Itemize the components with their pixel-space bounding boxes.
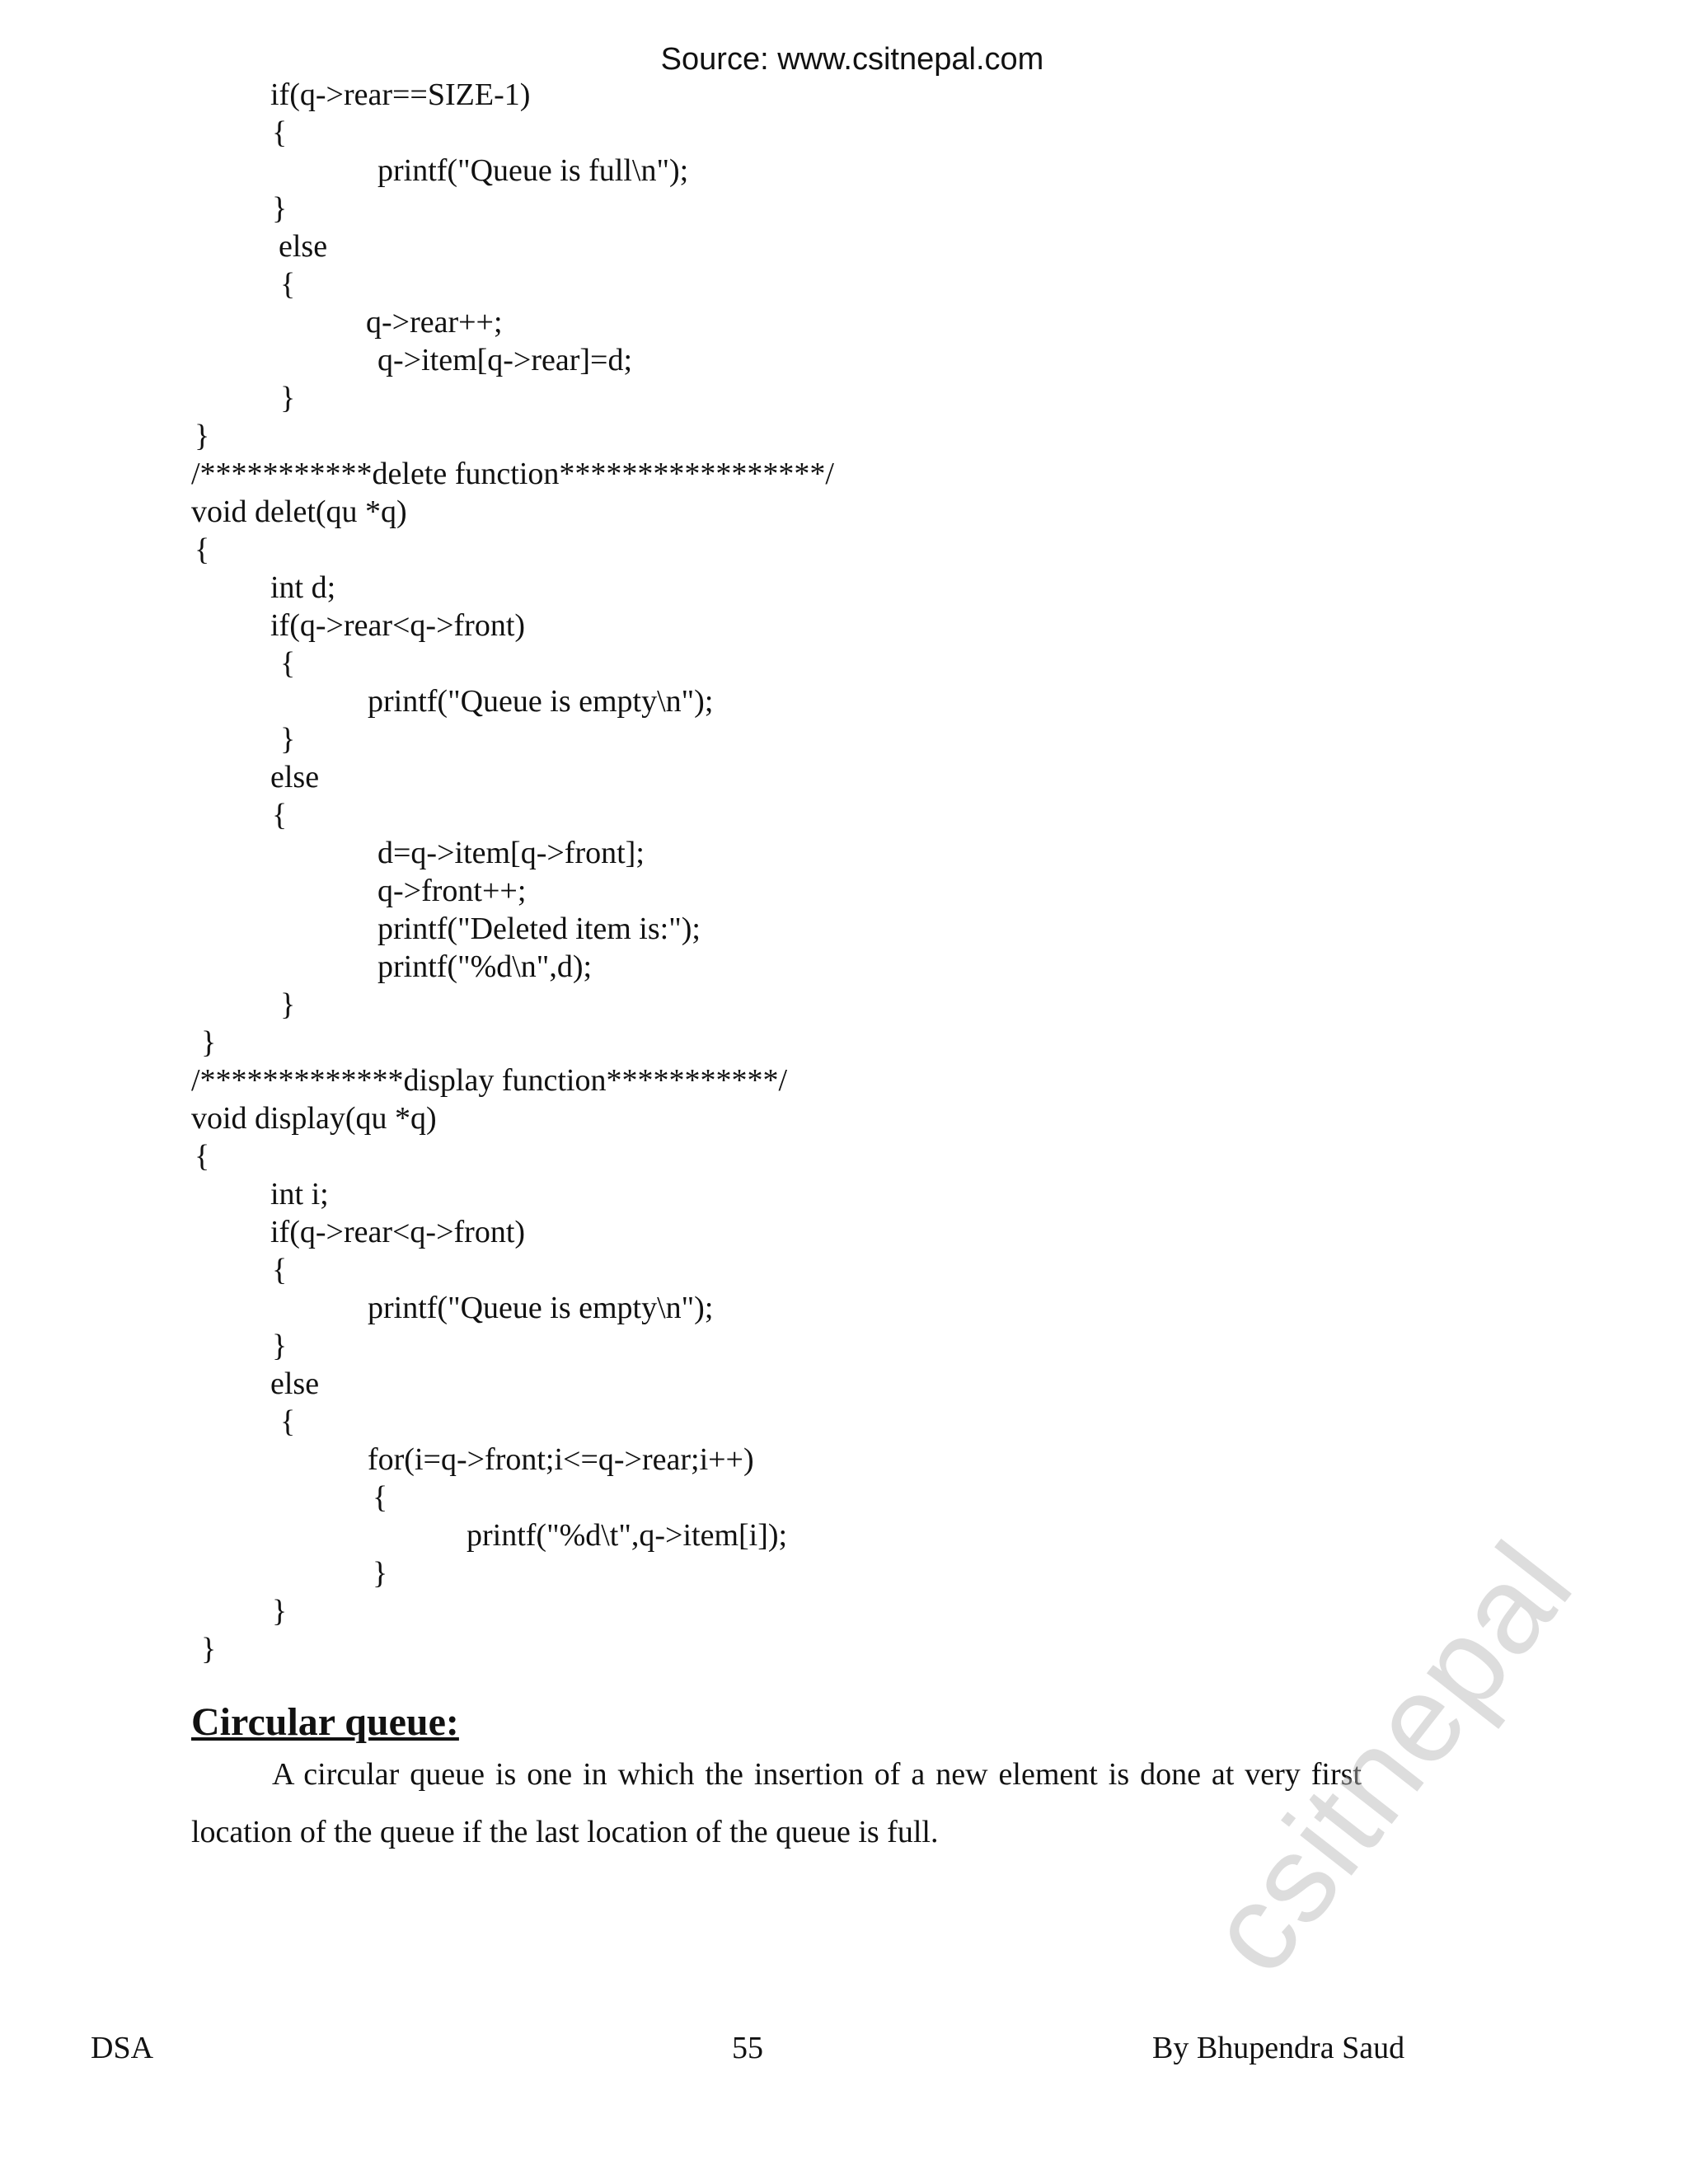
code-line: printf("Queue is empty\n");	[368, 684, 714, 719]
page-number: 55	[732, 2031, 763, 2065]
code-line: q->item[q->rear]=d;	[377, 343, 633, 377]
body-paragraph: A circular queue is one in which the insertion of a new element is done at very first location of the queue if the last location of the queue is full.	[191, 1757, 1362, 1849]
code-line: if(q->rear<q->front)	[270, 608, 526, 643]
code-line: {	[272, 115, 288, 150]
code-line: else	[270, 1366, 320, 1401]
code-line: }	[201, 1632, 217, 1666]
code-line: }	[280, 381, 296, 415]
code-line: {	[280, 646, 296, 681]
footer-course: DSA	[91, 2031, 154, 2065]
code-line: }	[373, 1556, 388, 1591]
code-line: {	[373, 1480, 388, 1515]
code-line: d=q->item[q->front];	[377, 836, 645, 870]
code-line: }	[195, 419, 210, 453]
section-heading: Circular queue:	[191, 1700, 459, 1744]
code-line: {	[272, 1253, 288, 1287]
code-line: int d;	[270, 570, 336, 605]
code-line: printf("Queue is full\n");	[377, 153, 689, 188]
code-line: int i;	[270, 1177, 329, 1212]
code-line: void delet(qu *q)	[191, 494, 407, 529]
code-line: {	[280, 1404, 296, 1439]
code-line: else	[279, 229, 328, 264]
code-line: }	[280, 987, 296, 1022]
code-line: printf("%d\t",q->item[i]);	[467, 1518, 788, 1553]
code-line: printf("Queue is empty\n");	[368, 1291, 714, 1325]
code-line: }	[272, 1594, 288, 1629]
source-header: Source: www.csitnepal.com	[660, 42, 1044, 77]
code-line: {	[280, 267, 296, 302]
code-line: printf("Deleted item is:");	[377, 912, 701, 946]
code-line: q->rear++;	[366, 305, 503, 340]
code-line: }	[201, 1025, 217, 1060]
code-line: {	[195, 532, 210, 567]
code-line: {	[195, 1139, 210, 1174]
code-line: printf("%d\n",d);	[377, 949, 593, 984]
code-line: }	[272, 1329, 288, 1363]
code-line: {	[272, 798, 288, 832]
code-line: q->front++;	[377, 874, 527, 908]
code-line: /***********delete function*****************/	[191, 457, 834, 491]
code-line: if(q->rear<q->front)	[270, 1215, 526, 1249]
footer-author: By Bhupendra Saud	[1152, 2031, 1405, 2065]
code-line: }	[272, 191, 288, 226]
code-line: for(i=q->front;i<=q->rear;i++)	[368, 1442, 754, 1477]
code-line: else	[270, 760, 320, 794]
code-line: /*************display function***********/	[191, 1063, 788, 1098]
code-line: void display(qu *q)	[191, 1101, 437, 1136]
code-line: if(q->rear==SIZE-1)	[270, 77, 531, 112]
code-line: }	[280, 722, 296, 757]
watermark-logo: csitnepal	[1179, 1516, 1599, 1999]
